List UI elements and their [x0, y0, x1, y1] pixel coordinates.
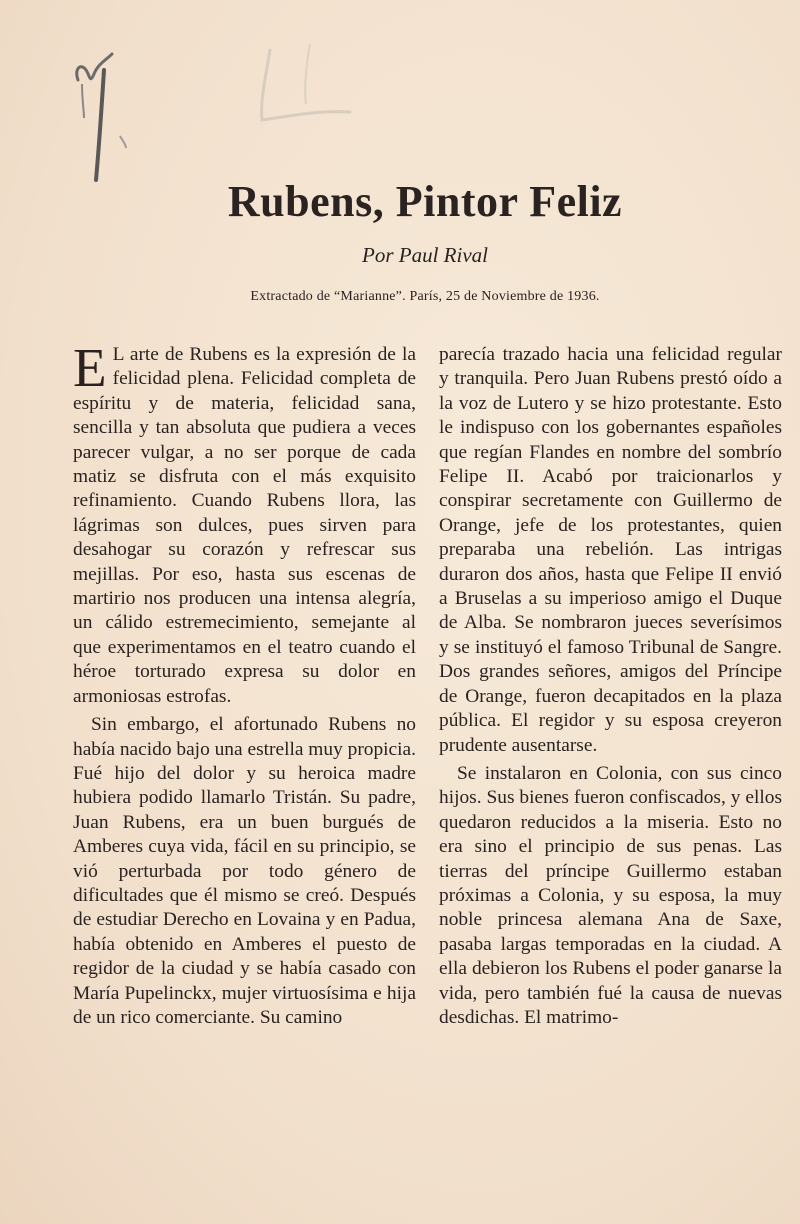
right-column	[439, 343, 782, 1030]
paragraph-opening	[73, 337, 416, 709]
article-source-note: Extractado de “Marianne”. París, 25 de Noviembre de 1936.	[250, 289, 600, 304]
paragraph-4: Se instalaron en Colonia, con sus cinco hijos. Sus bienes fueron confiscados, y ellos quedaron reducidos a la miseria. Esto no era sino el principio de sus penas. Las tierras del príncipe Guillermo estaban próximas a Colonia, y su esposa, la muy noble princesa alemana Ana de Saxe, pasaba largas temporadas en la ciudad. A ella debieron los Rubens el poder ganarse la vida, pero también fué la causa de nuevas desdichas. El matrimo-	[439, 762, 782, 1028]
drop-cap: E	[73, 337, 107, 398]
article-byline: Por Paul Rival	[362, 243, 488, 267]
left-column	[73, 337, 416, 1030]
paragraph-opening-text: L arte de Rubens es la expresión de la felicidad plena. Felicidad completa de espíritu y de materia, felicidad sana, sencilla y tan absoluta que pudiera a veces parecer vulgar, a no ser porque de cada matiz se disfruta con el más exquisito refinamiento. Cuando Rubens llora, las lágrimas son dulces, pues sirven para desahogar su corazón y refrescar sus mejillas. Por eso, hasta sus escenas de martirio nos producen una intensa alegría, un cálido estremecimiento, semejante al que experimentamos en el teatro cuando el héroe torturado expresa su dolor en armoniosas estrofas.	[73, 344, 416, 707]
article-title: Rubens, Pintor Feliz	[227, 177, 623, 226]
faint-pencil-mark	[250, 40, 370, 130]
paragraph-2: Sin embargo, el afortunado Rubens no había nacido bajo una estrella muy propicia. Fué hijo del dolor y su heroica madre hubiera podido llamarlo Tristán. Su padre, Juan Rubens, era un buen burgués de Amberes cuya vida, fácil en su principio, se vió perturbada por todo género de dificultades que él mismo se creó. Después de estudiar Derecho en Lovaina y en Padua, había obtenido en Amberes el puesto de regidor de la ciudad y se había casado con María Pupelinckx, mujer virtuosísima e hija de un rico comerciante. Su camino	[73, 714, 416, 1028]
paragraph-3: parecía trazado hacia una felicidad regular y tranquila. Pero Juan Rubens prestó oído a la voz de Lutero y se hizo protestante. Esto le indispuso con los gobernantes españoles que regían Flandes en nombre del sombrío Felipe II. Acabó por traicionarlos y conspirar secretamente con Guillermo de Orange, jefe de los protestantes, quien preparaba una rebelión. Las intrigas duraron dos años, hasta que Felipe II envió a Bruselas a su imperioso amigo el Duque de Alba. Se nombraron jueces severísimos y se instituyó el famoso Tribunal de Sangre. Dos grandes señores, amigos del Príncipe de Orange, fueron decapitados en la plaza pública. El regidor y su esposa creyeron prudente ausentarse.	[439, 344, 782, 756]
